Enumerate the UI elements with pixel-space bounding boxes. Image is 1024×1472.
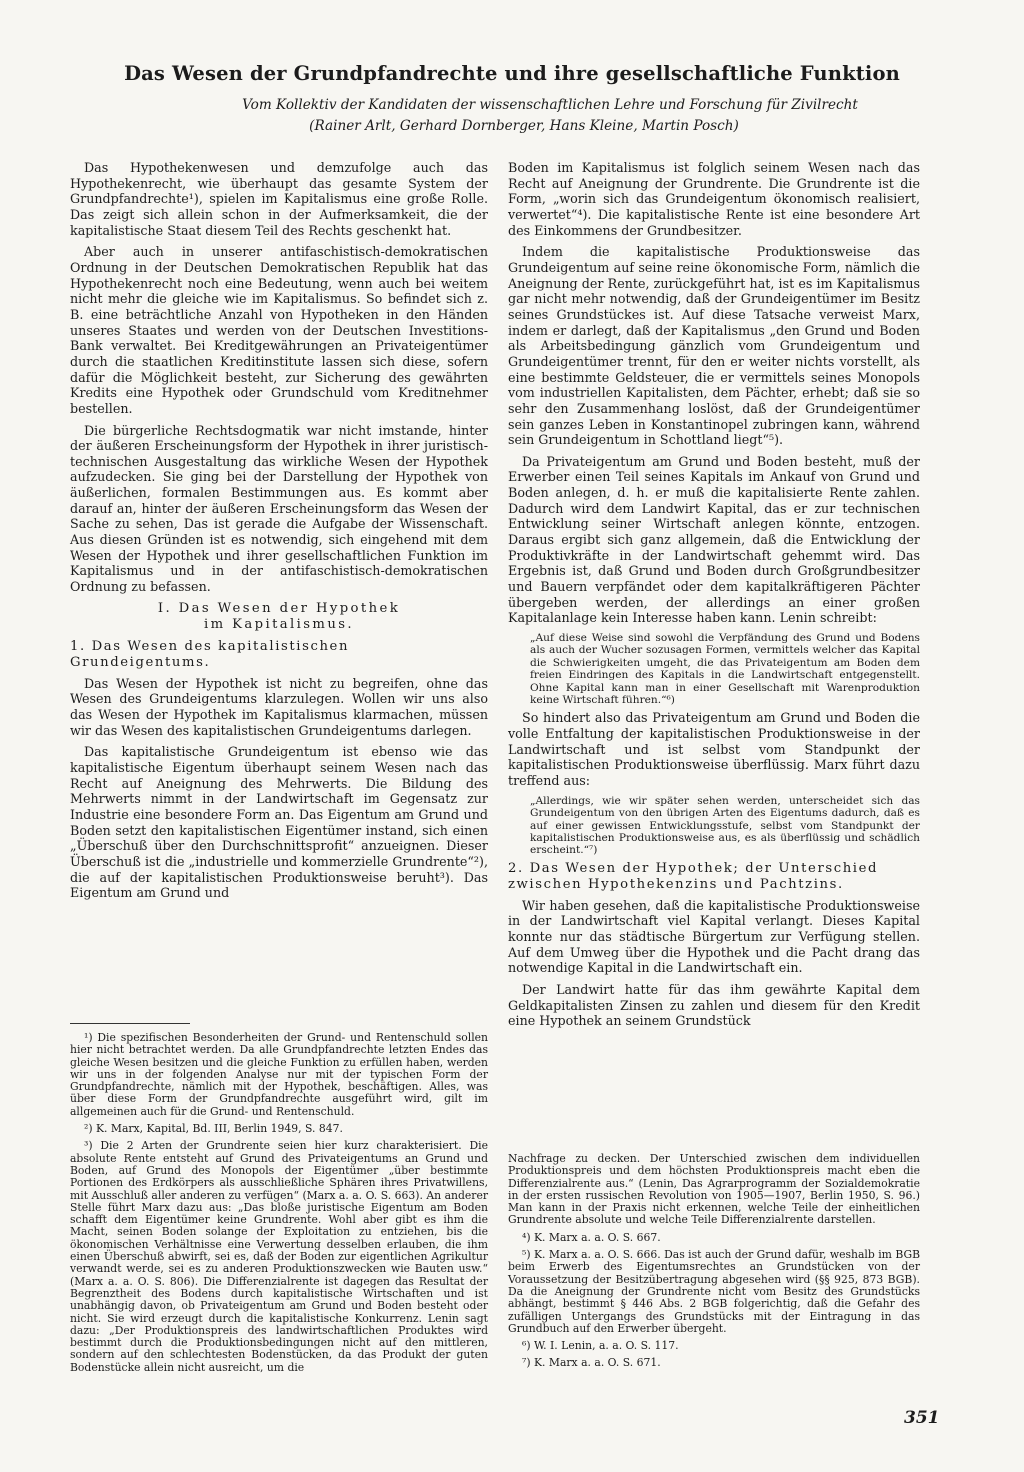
footnote: Nachfrage zu decken. Der Unterschied zwischen dem individuellen Produktionspreis und dem höchsten Produktionspreis macht eben die Differenzialrente aus.“ (Lenin, Das Agrarprogramm der Sozialdemokratie in der ersten russischen Revolution von 1905—1907, Berlin 1950, S. 96.) Man kann in der Praxis nicht erkennen, welche Teile der einheitlichen Grundrente absolute und welche Teile Differenzialrente darstellen. <box>508 1152 920 1227</box>
section-heading: I. Das Wesen der Hypothek im Kapitalismus. <box>157 600 401 632</box>
footnotes-left <box>70 1013 488 1379</box>
paragraph: Da Privateigentum am Grund und Boden besteht, muß der Erwerber einen Teil seines Kapitals im Ankauf von Grund und Boden anlegen, d. h. er muß die kapitalisierte Rente zahlen. Dadurch wird dem Landwirt Kapital, das er zur technischen Entwicklung seiner Wirtschaft anlegen könnte, entzogen. Daraus ergibt sich ganz allgemein, daß die Entwicklung der Produktivkräfte in der Landwirtschaft gehemmt wird. Das Ergebnis ist, daß Grund und Boden durch Großgrundbesitzer und Bauern verpfändet oder dem kapitalkräftigeren Pächter übergeben werden, der allerdings an einer großen Kapitalanlage kein Interesse haben kann. Lenin schreibt: <box>508 453 920 626</box>
footnote-divider <box>70 1023 190 1024</box>
paragraph: Die bürgerliche Rechtsdogmatik war nicht imstande, hinter der äußeren Erscheinungsform der Hypothek in ihrer juristisch-technischen Ausgestaltung das wirkliche Wesen der Hypothek aufzudecken. Sie ging bei der Darstellung der Hypothek von äußerlichen, formalen Bestimmungen aus. Es kommt aber darauf an, hinter der äußeren Erscheinungsform das Wesen der Sache zu sehen, Das ist gerade die Aufgabe der Wissenschaft. Aus diesen Gründen ist es notwendig, sich eingehend mit dem Wesen der Hypothek und ihrer gesellschaftlichen Funktion im Kapitalismus und in der antifaschistisch-demokratischen Ordnung zu befassen. <box>70 422 488 595</box>
footnote: ¹) Die spezifischen Besonderheiten der Grund- und Rentenschuld sollen hier nicht betrachtet werden. Da alle Grundpfandrechte letzten Endes das gleiche Wesen besitzen und die gleiche Funktion zu erfüllen haben, werden wir uns in der folgenden Analyse nur mit der typischen Form der Grundpfandrechte, nämlich mit der Hypothek, beschäftigen. Alles, was über diese Form der Grundpfandrechte ausgeführt wird, gilt im allgemeinen auch für die Grund- und Rentenschuld. <box>70 1031 488 1118</box>
footnotes-right <box>508 1153 920 1375</box>
left-column <box>70 160 488 907</box>
paragraph: Das Hypothekenwesen und demzufolge auch das Hypothekenrecht, wie überhaupt das gesamte System der Grundpfandrechte¹), spielen im Kapitalismus eine große Rolle. Das zeigt sich allein schon in der Aufmerksamkeit, die der kapitalistische Staat diesem Teil des Rechts geschenkt hat. <box>70 160 488 238</box>
footnote: ⁵) K. Marx a. a. O. S. 666. Das ist auch der Grund dafür, weshalb im BGB beim Erwerb des Eigentumsrechtes an Grundstücken von der Voraussetzung der Besitzübertragung abgesehen wird (§§ 925, 873 BGB). Da die Aneignung der Grundrente nicht vom Besitz des Grundstücks abhängt, bestimmt § 446 Abs. 2 BGB folgerichtig, daß die Gefahr des zufälligen Untergangs des Grundstücks mit der Eintragung in das Grundbuch auf den Erwerber übergeht. <box>508 1248 921 1335</box>
page-number: 351 <box>904 1408 940 1428</box>
article-authors: (Rainer Arlt, Gerhard Dornberger, Hans Kleine, Martin Posch) <box>309 118 739 134</box>
paragraph: Das kapitalistische Grundeigentum ist ebenso wie das kapitalistische Eigentum überhaupt seinem Wesen nach das Recht auf Aneignung des Mehrwerts. Die Bildung des Mehrwerts nimmt in der Landwirtschaft im Gegensatz zur Industrie eine besondere Form an. Das Eigentum am Grund und Boden setzt den kapitalistischen Eigentümer instand, sich einen „Überschuß über den Durchschnittsprofit“ anzueignen. Dieser Überschuß ist die „industrielle und kommerzielle Grundrente“²), die auf der kapitalistischen Produktionsweise beruht³). Das Eigentum am Grund und <box>70 744 488 901</box>
footnote: ⁷) K. Marx a. a. O. S. 671. <box>522 1356 661 1370</box>
block-quote: „Auf diese Weise sind sowohl die Verpfändung des Grund und Bodens als auch der Wucher sozusagen Formen, vermittels welcher das Kapital die Schwierigkeiten umgeht, die das Privateigentum am Boden dem freien Eindringen des Kapitals in die Landwirtschaft entgegenstellt. Ohne Kapital kann man in einer Gesellschaft mit Warenproduktion keine Wirtschaft führen.“⁶) <box>530 632 920 707</box>
paragraph: Boden im Kapitalismus ist folglich seinem Wesen nach das Recht auf Aneignung der Grundrente. Die Grundrente ist die Form, „worin sich das Grundeigentum ökonomisch realisiert, verwertet“⁴). Die kapitalistische Rente ist eine besondere Art des Einkommens der Grundbesitzer. <box>508 160 920 238</box>
paragraph: Der Landwirt hatte für das ihm gewährte Kapital dem Geldkapitalisten Zinsen zu zahlen und diesem für den Kredit eine Hypothek an seinem Grundstück <box>508 982 920 1029</box>
paragraph: Aber auch in unserer antifaschistisch-demokratischen Ordnung in der Deutschen Demokratischen Republik hat das Hypothekenrecht noch eine Bedeutung, wenn auch bei weitem nicht mehr die gleiche wie im Kapitalismus. So befindet sich z. B. eine beträchtliche Anzahl von Hypotheken in den Händen unseres Staates und werden von der Deutschen Investitions-Bank verwaltet. Bei Kreditgewährungen an Privateigentümer durch die staatlichen Kreditinstitute lassen sich diese, sofern dafür die Möglichkeit besteht, zur Sicherung des gewährten Kredits eine Hypothek oder Grundschuld vom Kreditnehmer bestellen. <box>70 244 488 416</box>
article-subtitle: Vom Kollektiv der Kandidaten der wissenschaftlichen Lehre und Forschung für Zivilrecht <box>242 97 858 113</box>
paragraph: Indem die kapitalistische Produktionsweise das Grundeigentum auf seine reine ökonomische Form, nämlich die Aneignung der Rente, zurückgeführt hat, ist es im Kapitalismus gar nicht mehr notwendig, daß der Grundeigentümer im Besitz seines Grundstückes ist. Auf diese Tatsache verweist Marx, indem er darlegt, daß der Kapitalismus „den Grund und Boden als Arbeitsbedingung gänzlich vom Grundeigentum und Grundeigentümer trennt, für den er weiter nichts vorstellt, als eine bestimmte Geldsteuer, die er vermittels seines Monopols vom industriellen Kapitalisten, dem Pächter, erhebt; daß sie so sehr den Zusammenhang loslöst, daß der Grundeigentümer sein ganzes Leben in Konstantinopel zubringen kann, während sein Grundeigentum in Schottland liegt“⁵). <box>508 244 920 448</box>
block-quote: „Allerdings, wie wir später sehen werden, unterscheidet sich das Grundeigentum von den übrigen Arten des Eigentums dadurch, daß es auf einer gewissen Entwicklungsstufe, selbst vom Standpunkt der kapitalistischen Produktionsweise aus, es als überflüssig und schädlich erscheint.“⁷) <box>530 794 920 857</box>
right-column <box>508 160 920 1035</box>
subsection-heading: 1. Das Wesen des kapitalistischen Grundeigentums. <box>70 638 350 670</box>
footnote: ⁶) W. I. Lenin, a. a. O. S. 117. <box>522 1339 679 1353</box>
paragraph: Wir haben gesehen, daß die kapitalistische Produktionsweise in der Landwirtschaft viel Kapital verlangt. Dieses Kapital konnte nur das städtische Bürgertum zur Verfügung stellen. Auf dem Umweg über die Hypothek und die Pacht drang das notwendige Kapital in die Landwirtschaft ein. <box>508 897 920 976</box>
footnote: ⁴) K. Marx a. a. O. S. 667. <box>522 1230 661 1244</box>
paragraph: So hindert also das Privateigentum am Grund und Boden die volle Entfaltung der kapitalistischen Produktionsweise in der Landwirtschaft und ist selbst vom Standpunkt der kapitalistischen Produktionsweise überflüssig. Marx führt dazu treffend aus: <box>508 710 920 789</box>
paragraph: Das Wesen der Hypothek ist nicht zu begreifen, ohne das Wesen des Grundeigentums klarzulegen. Wollen wir uns also das Wesen der Hypothek im Kapitalismus klarmachen, müssen wir das Wesen des kapitalistischen Grundeigentums darlegen. <box>70 675 488 738</box>
footnote: ³) Die 2 Arten der Grundrente seien hier kurz charakterisiert. Die absolute Rente entsteht auf Grund des Privateigentums an Grund und Boden, auf Grund des Monopols der Eigentümer „über bestimmte Portionen des Erdkörpers als ausschließliche Sphären ihres Privatwillens, mit Ausschluß aller anderen zu verfügen“ (Marx a. a. O. S. 663). An anderer Stelle führt Marx dazu aus: „Das bloße juristische Eigentum am Boden schafft dem Eigentümer keine Grundrente. Wohl aber gibt es ihm die Macht, seinen Boden solange der Exploitation zu entziehen, bis die ökonomischen Verhältnisse eine Verwertung desselben erlauben, die ihm einen Überschuß abwirft, sei es, daß der Boden zur eigentlichen Agrikultur verwandt werde, sei es zu anderen Produktionszwecken wie Bauten usw.“ (Marx a. a. O. S. 806). Die Differenzialrente ist dagegen das Resultat der Begrenztheit des Bodens durch kapitalistische Wirtschaften und ist unabhängig davon, ob Privateigentum am Grund und Boden besteht oder nicht. Sie wird erzeugt durch die kapitalistische Konkurrenz. Lenin sagt dazu: „Der Produktionspreis des landwirtschaftlichen Produktes wird bestimmt durch die Produktionsbedingungen nicht auf den mittleren, sondern auf den schlechtesten Bodenstücken, da das Produkt der guten Bodenstücke allein nicht ausreicht, um die <box>70 1139 488 1374</box>
article-title: Das Wesen der Grundpfandrechte und ihre gesellschaftliche Funktion <box>124 62 900 85</box>
footnote: ²) K. Marx, Kapital, Bd. III, Berlin 1949, S. 847. <box>84 1122 343 1136</box>
subsection-heading: 2. Das Wesen der Hypothek; der Unterschied zwischen Hypothekenzins und Pachtzins. <box>508 860 879 892</box>
